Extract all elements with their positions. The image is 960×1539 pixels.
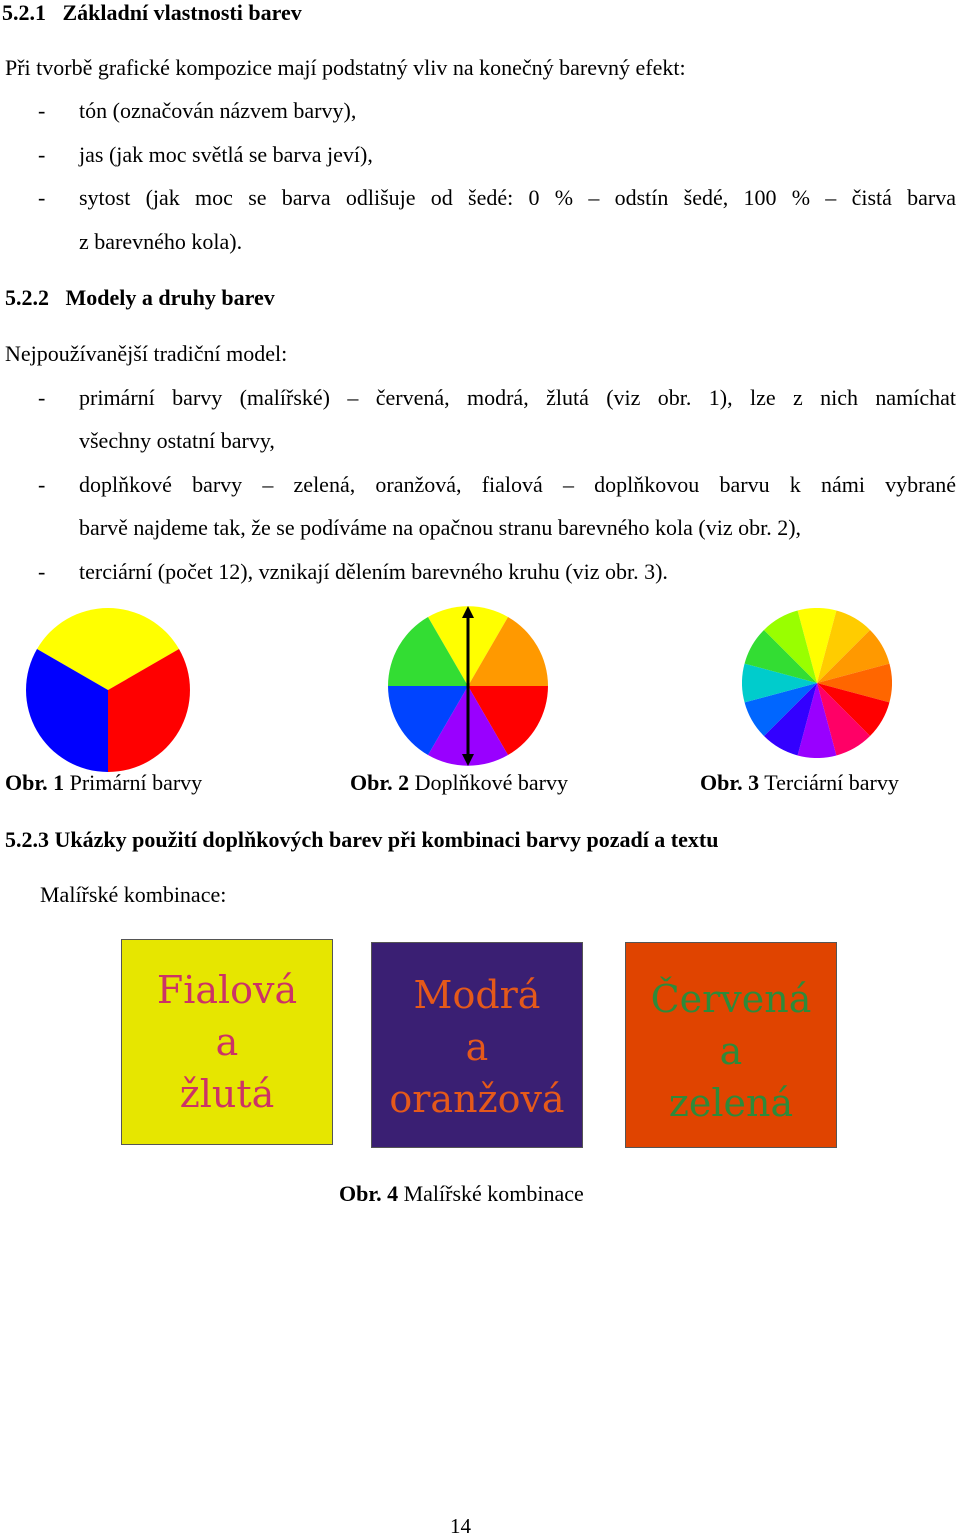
list-item: sytost (jak moc se barva odlišuje od šedé: 0 % – odstín šedé, 100 % – čistá barva xyxy=(79,185,956,210)
combo-line: oranžová xyxy=(389,1077,565,1121)
list-item-continuation: z barevného kola). xyxy=(79,229,243,254)
combo-line: a xyxy=(215,1020,239,1064)
section-heading-5-2-2 xyxy=(5,285,275,311)
caption-text: Terciární barvy xyxy=(764,770,899,795)
bullet-dash: - xyxy=(38,559,46,584)
combo-box-violet-yellow xyxy=(121,939,333,1145)
heading-title: Modely a druhy barev xyxy=(65,285,275,310)
combo-line: a xyxy=(719,1029,743,1073)
caption-text: Doplňkové barvy xyxy=(414,770,568,795)
caption-text: Primární barvy xyxy=(69,770,203,795)
heading-number: 5.2.1 xyxy=(2,0,46,25)
figure-caption-2 xyxy=(350,770,568,796)
caption-text: Malířské kombinace xyxy=(403,1181,584,1206)
paragraph-intro: Nejpoužívanější tradiční model: xyxy=(5,341,288,366)
primary-color-wheel xyxy=(26,608,190,772)
list-item: jas (jak moc světlá se barva jeví), xyxy=(79,142,373,167)
combo-line: Fialová xyxy=(156,968,298,1012)
list-item: terciární (počet 12), vznikají dělením barevného kruhu (viz obr. 3). xyxy=(79,559,668,584)
combo-line: zelená xyxy=(668,1081,794,1125)
combo-line: Modrá xyxy=(413,973,541,1017)
section-heading-5-2-1 xyxy=(2,0,302,26)
heading-title: Základní vlastnosti barev xyxy=(62,0,302,25)
heading-number: 5.2.2 xyxy=(5,285,49,310)
figure-caption-4 xyxy=(339,1181,584,1207)
list-item: tón (označován názvem barvy), xyxy=(79,98,357,123)
list-item: doplňkové barvy – zelená, oranžová, fialová – doplňkovou barvu k námi vybrané xyxy=(79,472,956,497)
figure-caption-1 xyxy=(5,770,202,796)
bullet-dash: - xyxy=(38,142,46,167)
bullet-dash: - xyxy=(38,185,46,210)
complementary-color-wheel xyxy=(385,606,551,766)
combo-box-red-green xyxy=(625,942,837,1148)
caption-label: Obr. 3 xyxy=(700,770,760,795)
combo-line: a xyxy=(465,1025,489,1069)
caption-label: Obr. 1 xyxy=(5,770,65,795)
section-heading-5-2-3: 5.2.3 Ukázky použití doplňkových barev při kombinaci barvy pozadí a textu xyxy=(5,827,719,852)
list-item-continuation: barvě najdeme tak, že se podíváme na opačnou stranu barevného kola (viz obr. 2), xyxy=(79,515,802,540)
bullet-dash: - xyxy=(38,472,46,497)
paragraph-intro: Při tvorbě grafické kompozice mají podstatný vliv na konečný barevný efekt: xyxy=(5,55,686,80)
combo-line: žlutá xyxy=(179,1072,275,1116)
tertiary-color-wheel xyxy=(742,608,892,758)
caption-label: Obr. 4 xyxy=(339,1181,399,1206)
caption-label: Obr. 2 xyxy=(350,770,410,795)
list-item-continuation: všechny ostatní barvy, xyxy=(79,428,275,453)
combo-line: Červená xyxy=(650,977,812,1021)
paragraph-intro: Malířské kombinace: xyxy=(40,882,227,907)
page-number: 14 xyxy=(450,1514,471,1538)
combo-box-blue-orange xyxy=(371,942,583,1148)
bullet-dash: - xyxy=(38,98,46,123)
bullet-dash: - xyxy=(38,385,46,410)
figure-caption-3 xyxy=(700,770,899,796)
list-item: primární barvy (malířské) – červená, modrá, žlutá (viz obr. 1), lze z nich namíchat xyxy=(79,385,956,410)
